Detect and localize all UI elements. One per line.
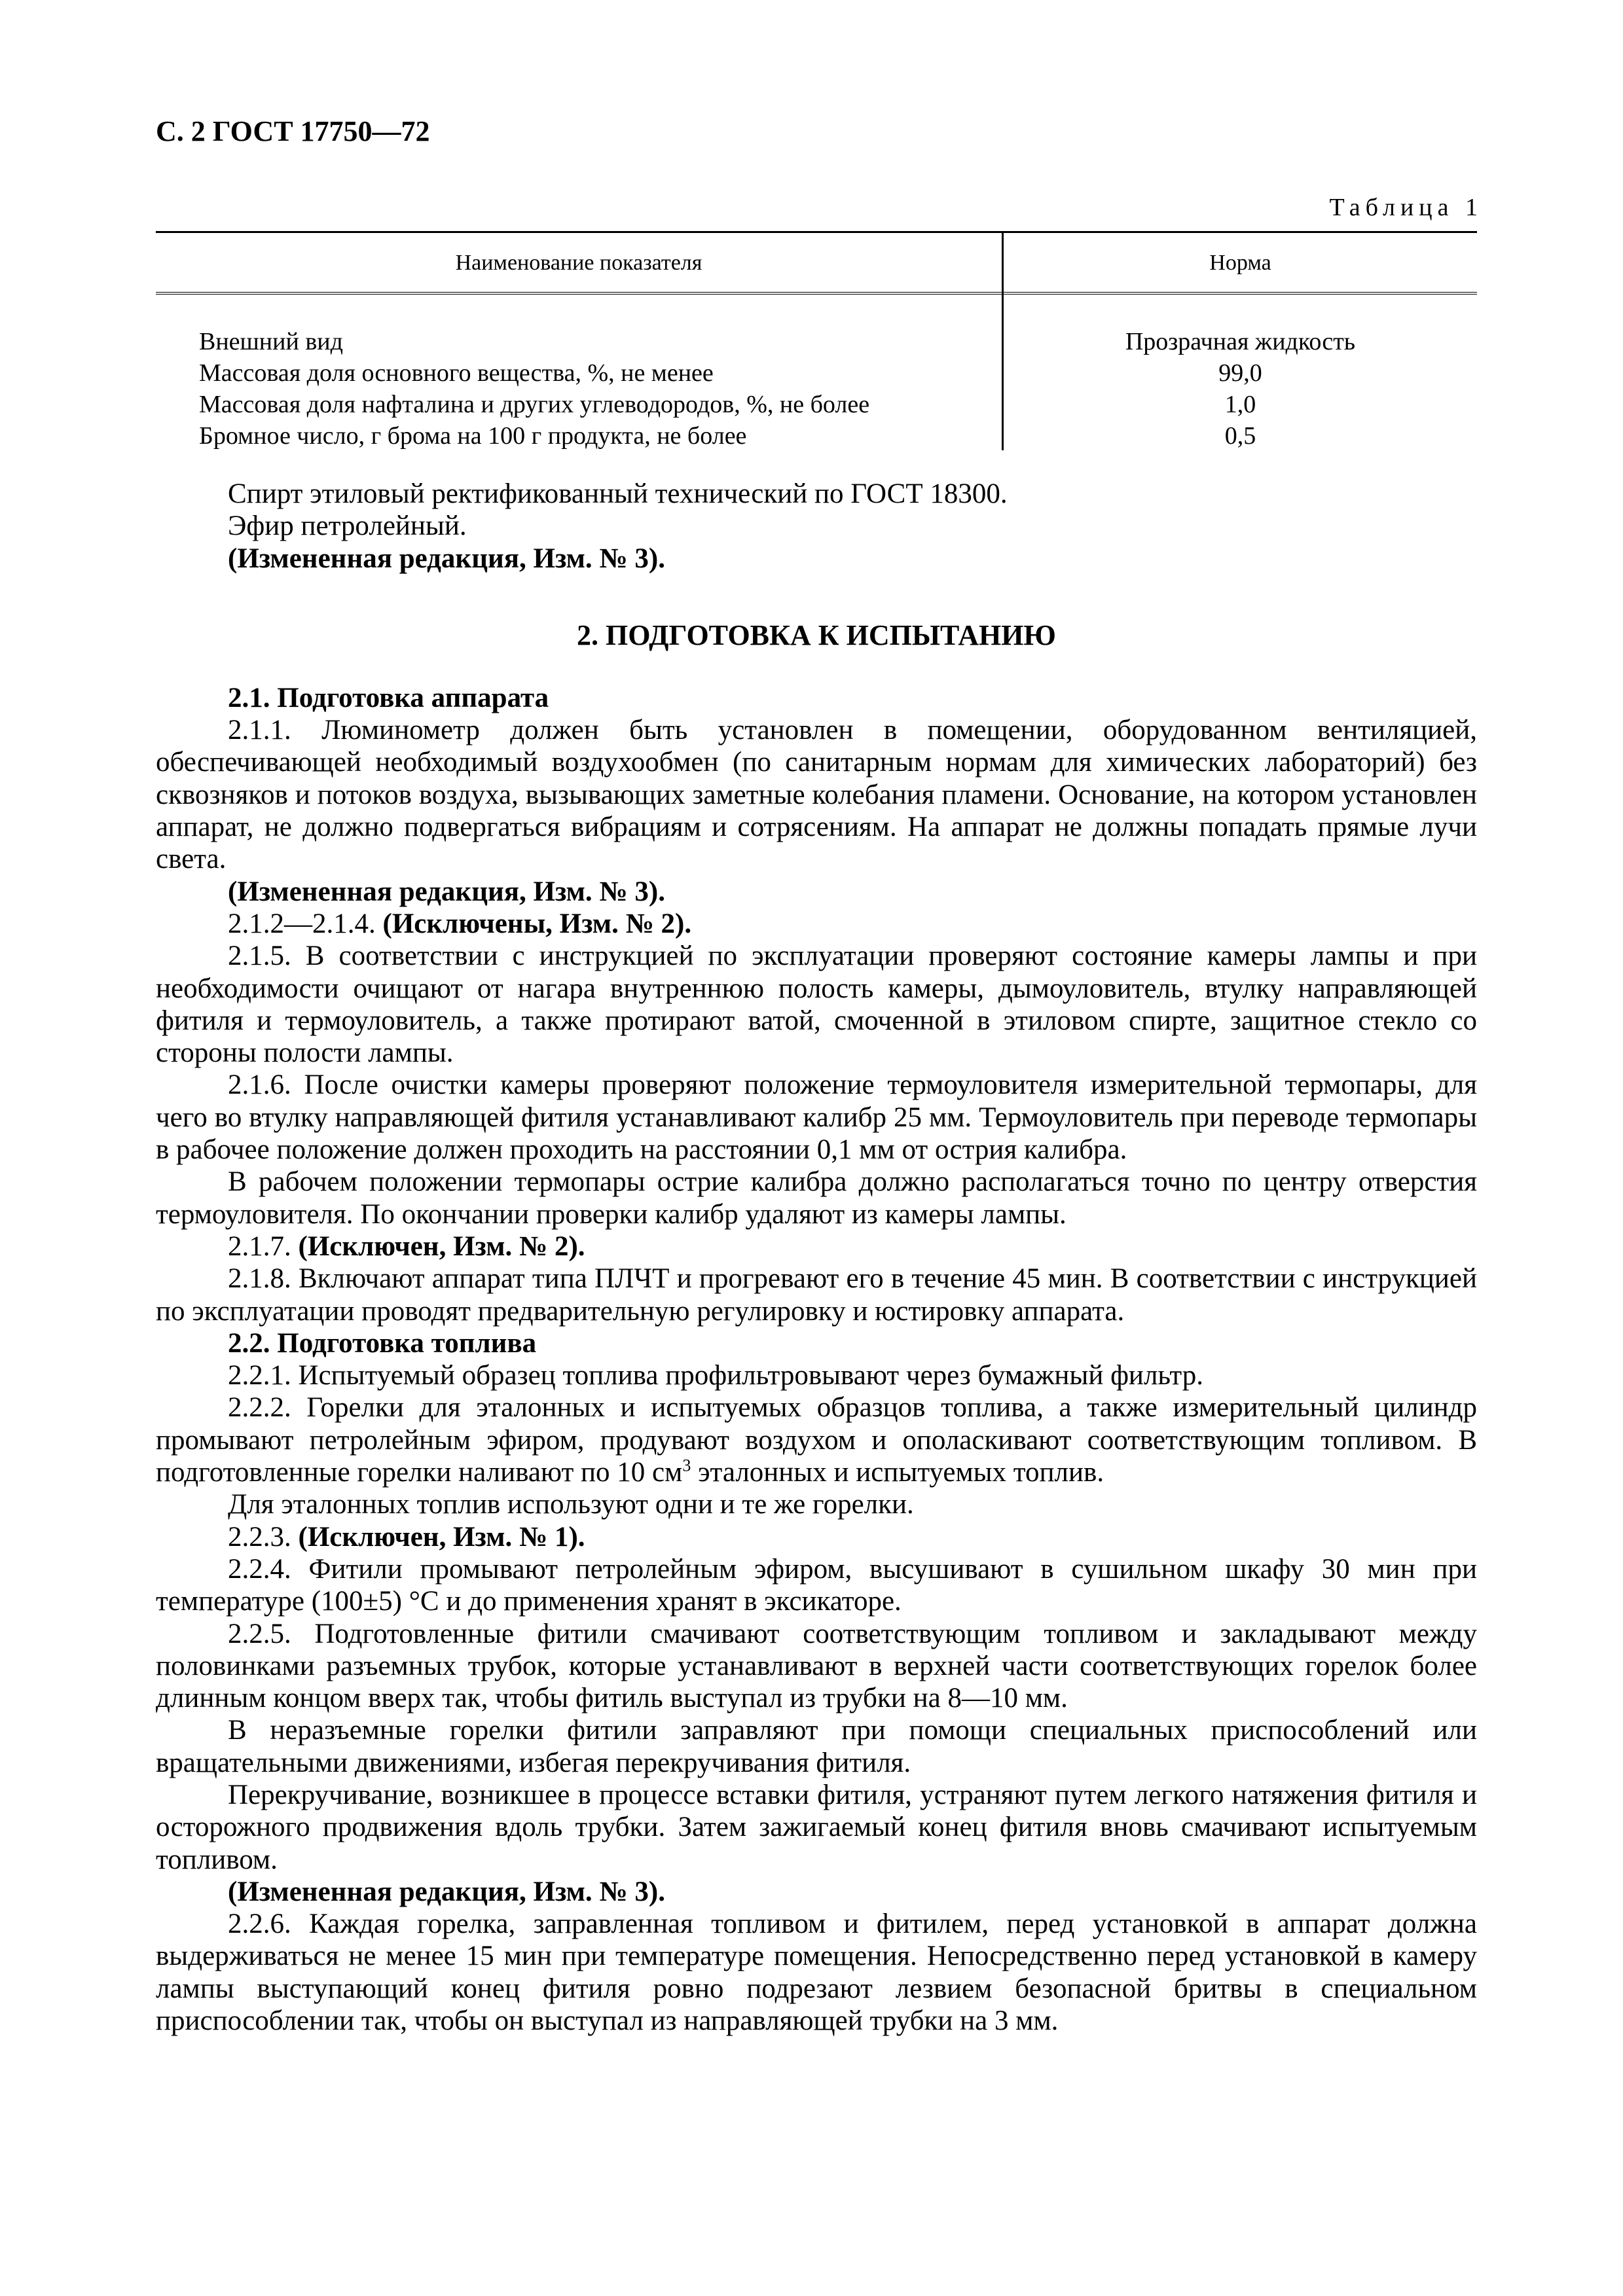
clause-number: 2.2.3. [228,1521,291,1552]
paragraph: 2.2.1. Испытуемый образец топлива профильтровывают через бумажный фильтр. [228,1360,1203,1391]
table-row [156,326,1477,357]
paragraph [156,1521,1477,1553]
table-row [156,420,1477,452]
paragraph-text: 2.2.2. Горелки для эталонных и испытуемых образцов топлива, а также измерительный цилиндр промывают петролейным эфиром, продувают воздухом и ополаскивают соответствующим топливом. В подготовленные горелки наливают по 10 см [156,1392,1477,1488]
clause-excluded: (Исключен, Изм. № 2). [298,1230,585,1262]
amendment-text: (Измененная редакция, Изм. № 3). [228,1876,665,1907]
table-label: Таблица 1 [1329,194,1483,221]
paragraph: 2.2.4. Фитили промывают петролейным эфиром, высушивают в сушильном шкафу 30 мин при температуре (100±5) °С и до применения хранят в эксикаторе. [156,1553,1477,1617]
table-header-name: Наименование показателя [455,251,702,275]
amendment-note [156,876,1477,908]
paragraph: 2.2.6. Каждая горелка, заправленная топливом и фитилем, перед установкой в аппарат должна выдерживаться не менее 15 мин при температуре помещения. Непосредственно перед установкой в камеру лампы выступающий конец фитиля ровно подрезают лезвием безопасной бритвы в специальном приспособлении так, чтобы он выступал из направляющей трубки на 3 мм. [156,1909,1477,2037]
table-top-rule [156,231,1477,233]
table-cell-value: 99,0 [1218,359,1262,387]
subsection-title: 2.1. Подготовка аппарата [228,682,549,713]
table-row [156,357,1477,389]
paragraph: 2.1.1. Люминометр должен быть установлен в помещении, оборудованном вентиляцией, обеспечивающей необходимый воздухообмен (по санитарным нормам для химических лабораторий) без сквозняков и потоков воздуха, вызывающих заметные колебания пламени. Основание, на котором установлен аппарат, не должно подвергаться вибрациям и сотрясениям. На аппарат не должны попадать прямые лучи света. [156,715,1477,875]
paragraph: В неразъемные горелки фитили заправляют при помощи специальных приспособлений или вращательными движениями, избегая перекручивания фитиля. [156,1715,1477,1778]
paragraph: 2.1.5. В соответствии с инструкцией по эксплуатации проверяют состояние камеры лампы и при необходимости очищают от нагара внутреннюю полость камеры, дымоуловитель, втулку направляющей фитиля и термоуловитель, а также протирают ватой, смоченной в этиловом спирте, защитное стекло со стороны полости лампы. [156,941,1477,1069]
paragraph: 2.1.6. После очистки камеры проверяют положение термоуловителя измерительной термопары, для чего во втулку направляющей фитиля устанавливают калибр 25 мм. Термоуловитель при переводе термопары в рабочее положение должен проходить на расстоянии 0,1 мм от острия калибра. [156,1069,1477,1166]
paragraph: В рабочем положении термопары острие калибра должно располагаться точно по центру отверстия термоуловителя. По окончании проверки калибр удаляют из камеры лампы. [156,1166,1477,1230]
section-title: 2. ПОДГОТОВКА К ИСПЫТАНИЮ [577,619,1056,651]
paragraph: Перекручивание, возникшее в процессе вставки фитиля, устраняют путем легкого натяжения фитиля и осторожного продвижения вдоль трубки. Затем зажигаемый конец фитиля вновь смачивают испытуемым топливом. [156,1779,1477,1875]
superscript: 3 [682,1456,691,1475]
paragraph [156,1391,1477,1488]
subsection-heading [156,1327,1477,1359]
paragraph: 2.1.8. Включают аппарат типа ПЛЧТ и прогревают его в течение 45 мин. В соответствии с инструкцией по эксплуатации проводят предварительную регулировку и юстировку аппарата. [156,1263,1477,1327]
table-body [156,326,1477,452]
document-body [156,478,1477,2037]
intro-line: Спирт этиловый ректификованный технический по ГОСТ 18300. [228,478,1008,509]
table-cell-value: 0,5 [1224,422,1256,450]
intro-line: Эфир петролейный. [228,511,467,542]
amendment-note [156,543,1477,575]
table-cell-name: Массовая доля основного вещества, %, не менее [199,359,714,387]
subsection-heading [156,682,1477,714]
page-header: С. 2 ГОСТ 17750—72 [156,115,430,147]
paragraph-text: эталонных и испытуемых топлив. [691,1457,1104,1488]
table-cell-name: Внешний вид [199,328,343,355]
table-cell-value: Прозрачная жидкость [1125,328,1356,355]
amendment-text: (Измененная редакция, Изм. № 3). [228,876,665,907]
clause-excluded: (Исключен, Изм. № 1). [298,1521,585,1552]
paragraph: Для эталонных топлив используют одни и те же горелки. [228,1489,914,1520]
table-header-norm: Норма [1209,251,1271,275]
table-1 [156,231,1477,450]
table-header-rule [156,292,1477,296]
clause-excluded: (Исключены, Изм. № 2). [382,908,692,939]
amendment-text: (Измененная редакция, Изм. № 3). [228,543,665,574]
table-cell-value: 1,0 [1224,391,1256,418]
clause-number: 2.1.2—2.1.4. [228,908,376,939]
clause-number: 2.1.7. [228,1230,291,1262]
amendment-note [156,1876,1477,1908]
table-cell-name: Массовая доля нафталина и других углеводородов, %, не более [199,391,870,418]
paragraph: 2.2.5. Подготовленные фитили смачивают соответствующим топливом и закладывают между половинками разъемных трубок, которые устанавливают в верхней части соответствующих горелок более длинным концом вверх так, чтобы фитиль выступал из трубки на 8—10 мм. [156,1618,1477,1714]
paragraph [156,908,1477,940]
subsection-title: 2.2. Подготовка топлива [228,1327,537,1359]
table-row [156,389,1477,420]
table-cell-name: Бромное число, г брома на 100 г продукта, не более [199,422,747,450]
paragraph [156,1230,1477,1263]
